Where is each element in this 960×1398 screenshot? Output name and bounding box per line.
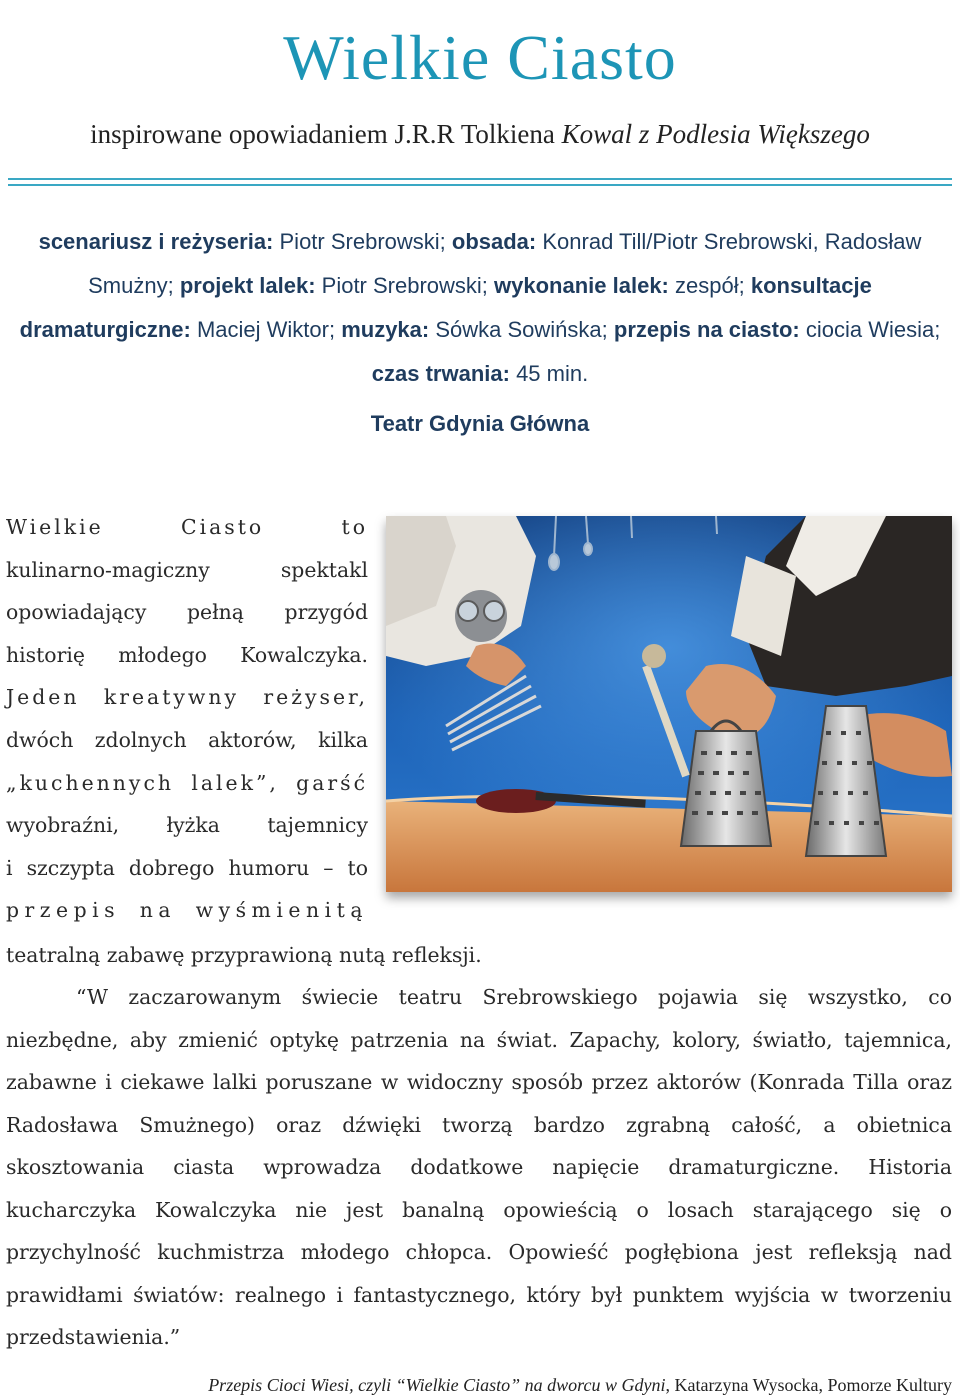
intro-line: historię młodego Kowalczyka. — [6, 642, 368, 667]
intro-line: „kuchennych lalek”, garść — [6, 770, 368, 795]
credits-block — [10, 220, 950, 396]
credit-label-puppet-design: projekt lalek: — [179, 273, 316, 298]
intro-paragraph — [6, 506, 368, 932]
divider-bottom — [8, 184, 952, 186]
credit-label-cast: obsada: — [451, 229, 537, 254]
credit-label-duration: czas trwania: — [371, 361, 510, 386]
intro-line: kulinarno-magiczny spektakl — [6, 557, 368, 582]
source-citation — [8, 1372, 952, 1398]
intro-line: Jeden kreatywny reżyser, — [6, 685, 368, 710]
intro-line: wyobraźni, łyżka tajemnicy — [6, 813, 368, 838]
credit-value-dramaturgy: Maciej Wiktor; — [190, 317, 342, 342]
page-subtitle — [0, 116, 960, 152]
intro-line: dwóch zdolnych aktorów, kilka — [6, 727, 368, 752]
citation-author: , Katarzyna Wysocka, Pomorze Kultury — [665, 1375, 952, 1395]
subtitle-book-title: Kowal z Podlesia Większego — [561, 119, 870, 149]
intro-line: przepis na wyśmienitą — [6, 898, 368, 923]
intro-line: opowiadający pełną przygód — [6, 600, 368, 625]
credit-value-puppet-design: Piotr Srebrowski; — [315, 273, 495, 298]
intro-line: i szczypta dobrego humoru – to — [6, 855, 368, 880]
credit-value-recipe: ciocia Wiesia; — [799, 317, 941, 342]
credit-value-music: Sówka Sowińska; — [429, 317, 614, 342]
credit-label-dramaturgy: konsultacje dramaturgiczne: — [19, 273, 872, 342]
credit-value-cast: Konrad Till/Piotr Srebrowski, Radosław Smużny; — [88, 229, 922, 298]
credit-label-recipe: przepis na ciasto: — [613, 317, 800, 342]
performance-photo — [386, 516, 952, 892]
subtitle-prefix: inspirowane opowiadaniem J.R.R Tolkiena — [90, 119, 562, 149]
divider-top — [8, 178, 952, 180]
credit-value-duration: 45 min. — [509, 361, 589, 386]
credit-label-puppet-making: wykonanie lalek: — [494, 273, 669, 298]
theatre-name: Teatr Gdynia Główna — [370, 411, 590, 436]
review-quote: “W zaczarowanym świecie teatru Srebrowskiego pojawia się wszystko, co niezbędne, aby zmienić optykę patrzenia na świat. Zapachy, kolory, światło, tajemnica, zabawne i ciekawe lalki poruszane w widoczny sposób przez aktorów (Konrada Tilla oraz Radosława Smużnego) oraz dźwięki tworzą bardzo zgrabną całość, a obietnica skosztowania ciasta wprowadza dodatkowe napięcie dramaturgiczne. Historia kucharczyka Kowalczyka nie jest banalną opowieścią o losach starającego się o przychylność kuchmistrza młodego chłopca. Opowieść pogłębiona jest refleksją nad prawidłami światów: realnego i fantastycznego, który był punktem wyjścia w tworzeniu przedstawienia.” — [6, 985, 952, 1349]
intro-line: Wielkie Ciasto to — [6, 515, 368, 539]
credit-value-puppet-making: zespół; — [668, 273, 751, 298]
intro-paragraph-end: teatralną zabawę przyprawioną nutą refleksji. — [6, 943, 482, 967]
credit-label-direction: scenariusz i reżyseria: — [38, 229, 274, 254]
credit-label-music: muzyka: — [341, 317, 430, 342]
citation-title: Przepis Cioci Wiesi, czyli “Wielkie Ciasto” na dworcu w Gdyni — [208, 1375, 666, 1395]
credit-value-direction: Piotr Srebrowski; — [273, 229, 452, 254]
page-title: Wielkie Ciasto — [283, 22, 677, 93]
